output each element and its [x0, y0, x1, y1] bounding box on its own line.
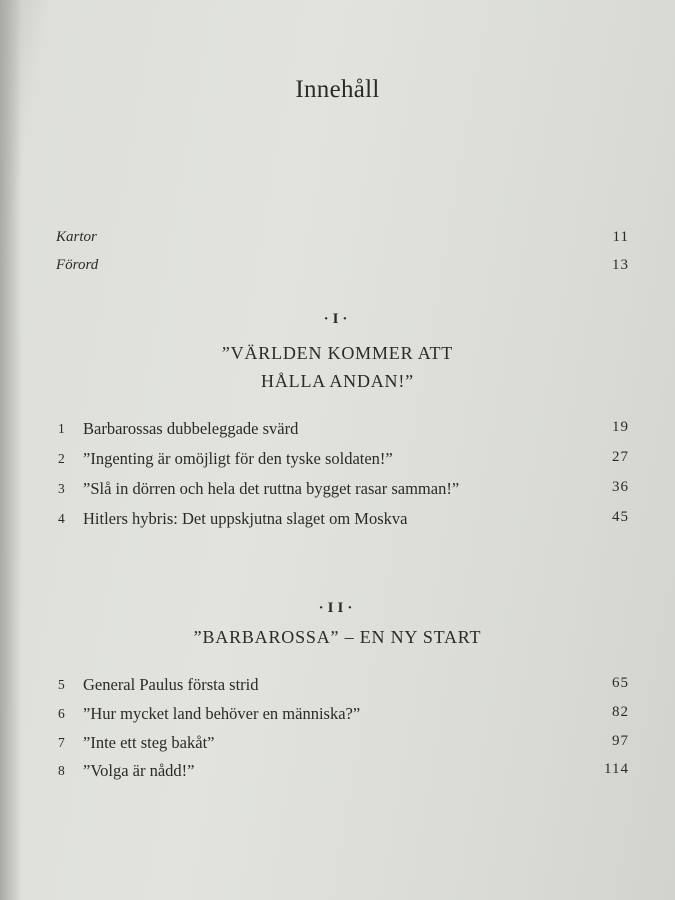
- chapter-number: 5: [58, 677, 65, 692]
- chapter-number: 3: [58, 481, 65, 496]
- part-number: ·II·: [318, 600, 357, 616]
- chapter-title: General Paulus första strid: [83, 675, 259, 694]
- chapter-number: 1: [58, 421, 65, 436]
- toc-page-number: 65: [612, 675, 629, 691]
- chapter-title: ”Ingenting är omöjligt för den tyske soldaten!”: [83, 449, 393, 468]
- toc-chapter-row: [0, 509, 675, 533]
- toc-page-number: 82: [612, 704, 629, 720]
- chapter-title: ”Inte ett steg bakåt”: [83, 733, 215, 752]
- toc-chapter-row: [0, 704, 675, 728]
- toc-front-label: Förord: [56, 257, 99, 273]
- part-title-line: ”BARBAROSSA” – EN NY START: [193, 627, 482, 647]
- toc-page-number: 114: [604, 761, 629, 777]
- toc-front-label: Kartor: [56, 229, 97, 245]
- chapter-title: ”Volga är nådd!”: [83, 761, 195, 780]
- chapter-number: 4: [58, 511, 65, 526]
- chapter-title: Barbarossas dubbeleggade svärd: [83, 419, 299, 438]
- toc-chapter-row: [0, 449, 675, 473]
- toc-chapter-row: [0, 419, 675, 443]
- toc-page-number: 36: [612, 479, 629, 495]
- part-title-line: HÅLLA ANDAN!”: [261, 371, 414, 391]
- chapter-number: 7: [58, 735, 65, 750]
- toc-front-item: [0, 257, 675, 281]
- toc-chapter-row: [0, 761, 675, 785]
- toc-page-number: 27: [612, 449, 629, 465]
- chapter-title: ”Hur mycket land behöver en människa?”: [83, 704, 361, 723]
- chapter-number: 8: [58, 763, 65, 778]
- page-title: Innehåll: [295, 76, 380, 103]
- part-number: ·I·: [323, 311, 352, 327]
- toc-chapter-row: [0, 733, 675, 757]
- toc-page-number: 19: [612, 419, 629, 435]
- toc-page-number: 97: [612, 733, 629, 749]
- toc-page-number: 13: [612, 257, 629, 273]
- part-title-line: ”VÄRLDEN KOMMER ATT: [221, 343, 454, 363]
- toc-page-number: 45: [612, 509, 629, 525]
- toc-chapter-row: [0, 479, 675, 503]
- chapter-title: ”Slå in dörren och hela det ruttna bygget rasar samman!”: [83, 479, 460, 498]
- chapter-title: Hitlers hybris: Det uppskjutna slaget om Moskva: [83, 509, 408, 528]
- toc-chapter-row: [0, 675, 675, 699]
- toc-front-item: [0, 229, 675, 253]
- chapter-number: 6: [58, 706, 65, 721]
- chapter-number: 2: [58, 451, 65, 466]
- toc-page-number: 11: [612, 229, 629, 245]
